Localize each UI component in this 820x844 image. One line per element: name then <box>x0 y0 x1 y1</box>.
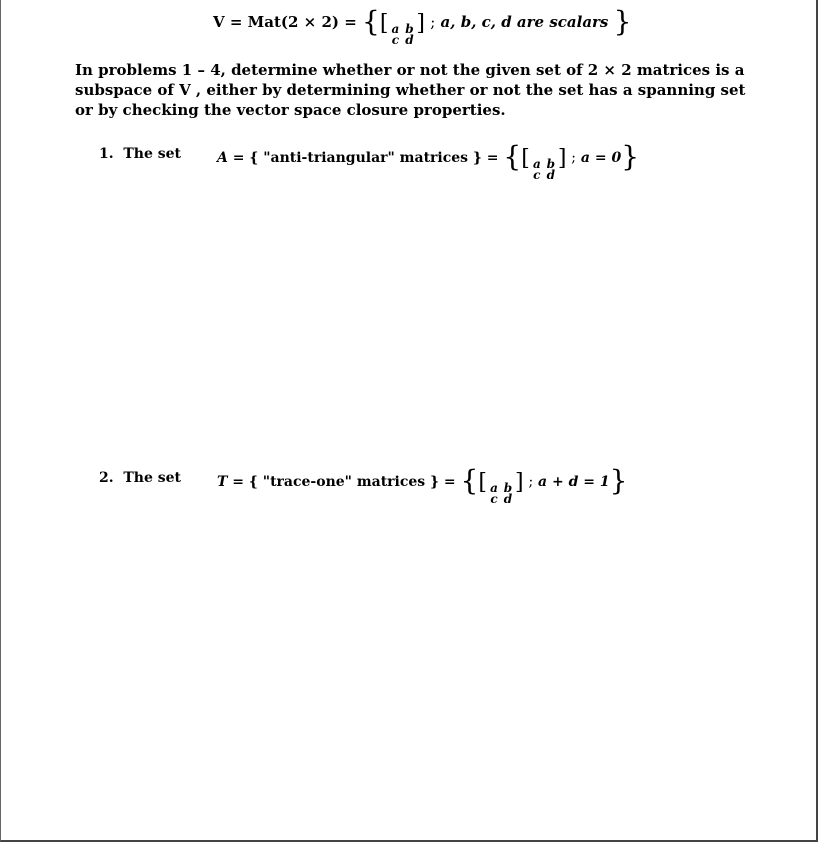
separator: ; <box>430 13 436 31</box>
set-description: = { "trace-one" matrices } = <box>232 474 461 490</box>
right-bracket: ] <box>557 146 567 171</box>
right-bracket: ] <box>416 11 426 36</box>
matrix-entry-a: a <box>391 22 400 36</box>
matrix-2x2 <box>487 483 515 505</box>
close-brace: } <box>613 5 632 38</box>
open-brace: { <box>503 140 522 173</box>
matrix-2x2 <box>388 24 416 46</box>
problem-label-text: The set <box>123 146 182 162</box>
set-symbol: T <box>217 474 228 490</box>
matrix-2x2 <box>530 159 558 181</box>
problem-label-text: The set <box>123 470 182 486</box>
problem-number: 1. <box>99 146 114 162</box>
set-symbol: A <box>217 150 228 166</box>
instructions-paragraph: In problems 1 – 4, determine whether or not the given set of 2 × 2 matrices is a subspace of V , either by determining whether or not the set has a spanning set or by checking the vector space closure properties. <box>75 61 746 119</box>
definition-lhs: V = Mat(2 × 2) = <box>213 13 362 31</box>
close-brace: } <box>621 140 640 173</box>
right-bracket: ] <box>514 470 524 495</box>
matrix-entry-c: c <box>533 168 541 182</box>
problem-2-set-definition <box>217 464 628 506</box>
separator: ; <box>571 150 577 166</box>
matrix-entry-c: c <box>490 492 498 506</box>
separator: ; <box>528 474 534 490</box>
matrix-entry-a: a <box>532 157 541 171</box>
open-brace: { <box>362 5 380 38</box>
close-brace: } <box>609 464 628 497</box>
matrix-entry-c: c <box>391 33 400 47</box>
set-condition: a + d = 1 <box>538 474 610 490</box>
matrix-entry-a: a <box>490 481 498 495</box>
problem-number: 2. <box>99 470 114 486</box>
matrix-entry-b: b <box>503 481 513 495</box>
left-bracket: [ <box>478 470 487 495</box>
problem-1-label <box>99 146 181 162</box>
matrix-entry-d: d <box>405 33 414 47</box>
matrix-entry-d: d <box>503 492 513 506</box>
matrix-entry-b: b <box>546 157 556 171</box>
matrix-entry-b: b <box>405 22 414 36</box>
definition-condition: a, b, c, d are scalars <box>440 13 609 31</box>
problem-2-label <box>99 470 181 486</box>
left-bracket: [ <box>521 146 530 171</box>
open-brace: { <box>460 464 479 497</box>
left-bracket: [ <box>379 11 389 36</box>
set-condition: a = 0 <box>580 150 622 166</box>
definition-of-V <box>213 5 632 47</box>
set-description: = { "anti-triangular" matrices } = <box>232 150 504 166</box>
matrix-entry-d: d <box>546 168 556 182</box>
problem-1-set-definition <box>217 140 640 182</box>
